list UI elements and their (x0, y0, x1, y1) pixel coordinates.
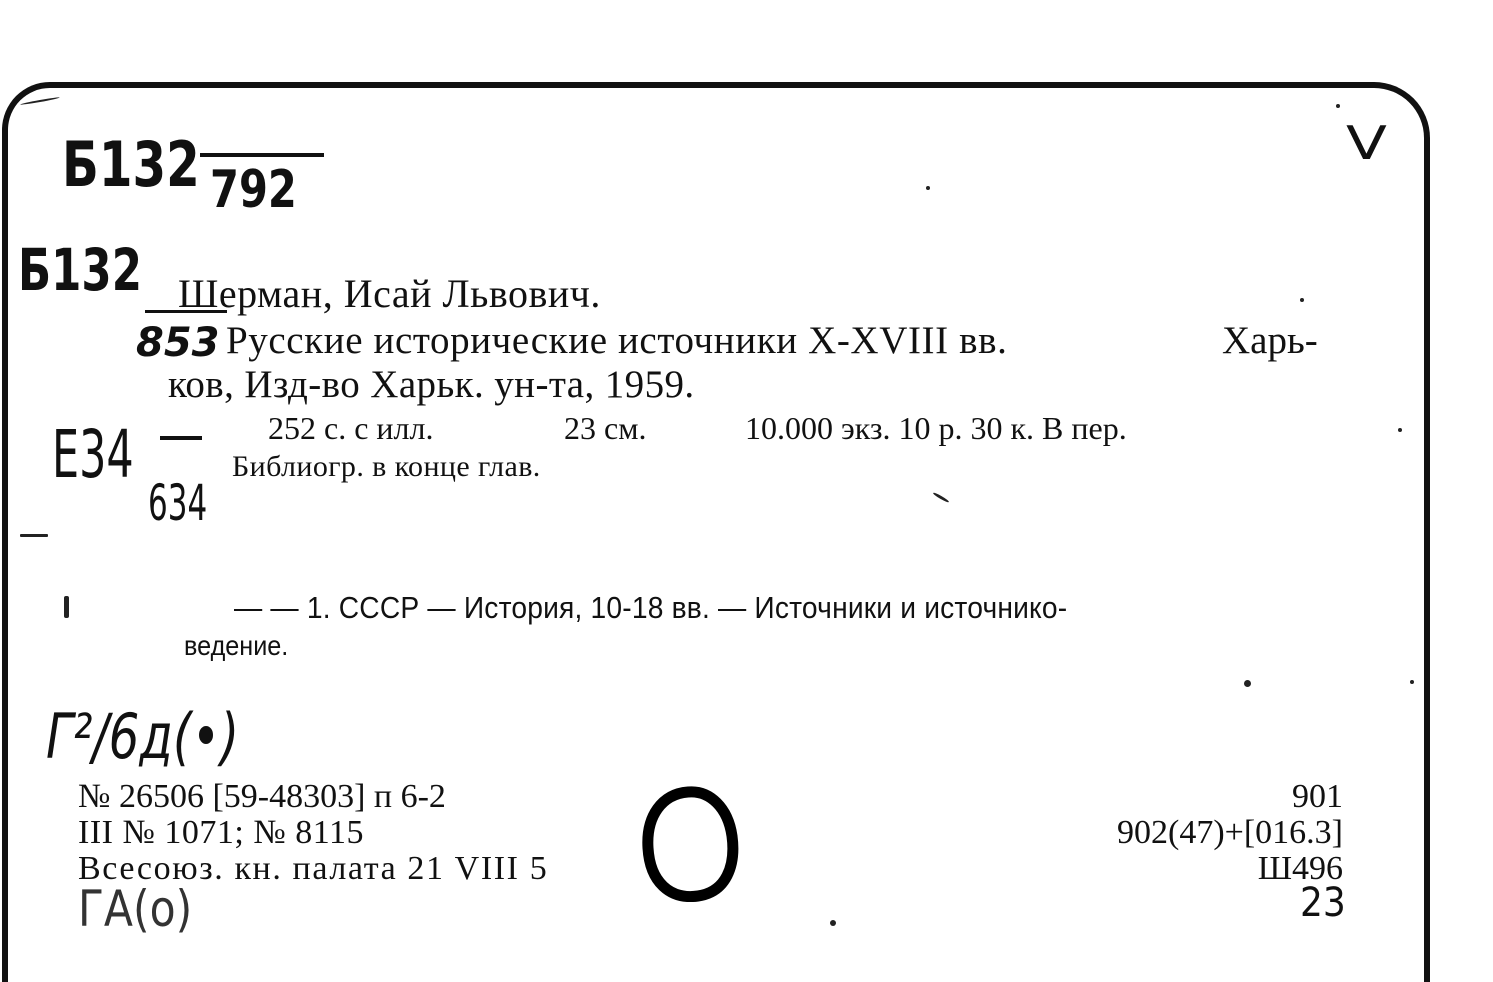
classification-1: 901 (1292, 778, 1343, 815)
registry-line-3: Всесоюз. кн. палата 21 VIII 5 (78, 850, 549, 887)
copies-price: 10.000 экз. 10 р. 30 к. В пер. (745, 410, 1127, 446)
bottom-right-mark: 23 (1300, 880, 1346, 926)
e34-dash (160, 436, 202, 440)
subject-line-1: — — 1. СССР — История, 10-18 вв. — Источники и источнико- (234, 590, 1068, 625)
registry-line-2: III № 1071; № 8115 (78, 814, 365, 851)
classification-2: 902(47)+[016.3] (1117, 814, 1343, 851)
bottom-left-mark: ГА(о) (78, 880, 193, 938)
shelf-mark: 853 (136, 320, 220, 366)
classification-3: Ш496 (1257, 850, 1343, 887)
call-number-left: Б132 (18, 236, 142, 304)
speck (64, 596, 69, 618)
speck (1300, 298, 1304, 302)
title-line-1: Русские исторические источники X-XVIII вв. (226, 319, 1008, 362)
physical-description: 252 с. с илл. (268, 410, 434, 446)
check-mark: V (1346, 116, 1387, 170)
speck (830, 920, 836, 926)
call-number-overline (200, 153, 324, 157)
author: Шерман, Исай Львович. (178, 271, 601, 316)
bibliography-note: Библиогр. в конце глав. (232, 450, 541, 483)
registry-line-1: № 26506 [59-48303] п 6-2 (78, 778, 446, 815)
title-line-2: ков, Изд-во Харьк. ун-та, 1959. (168, 363, 695, 406)
e34-sub: 634 (148, 474, 208, 532)
speck (1410, 680, 1414, 684)
call-number-top: Б132 (62, 128, 200, 201)
size: 23 см. (564, 410, 647, 446)
speck (1398, 428, 1402, 432)
speck (1336, 104, 1340, 108)
speck (926, 186, 930, 190)
g-mark: Г²/6д(•) (46, 700, 240, 773)
call-number-top-suffix: 792 (210, 160, 297, 220)
title-city: Харь- (1222, 319, 1318, 362)
e34-mark: Е34 (52, 416, 134, 493)
speck (1244, 680, 1251, 687)
speck (20, 534, 48, 537)
subject-line-2: ведение. (184, 630, 289, 661)
punch-hole (640, 786, 740, 902)
